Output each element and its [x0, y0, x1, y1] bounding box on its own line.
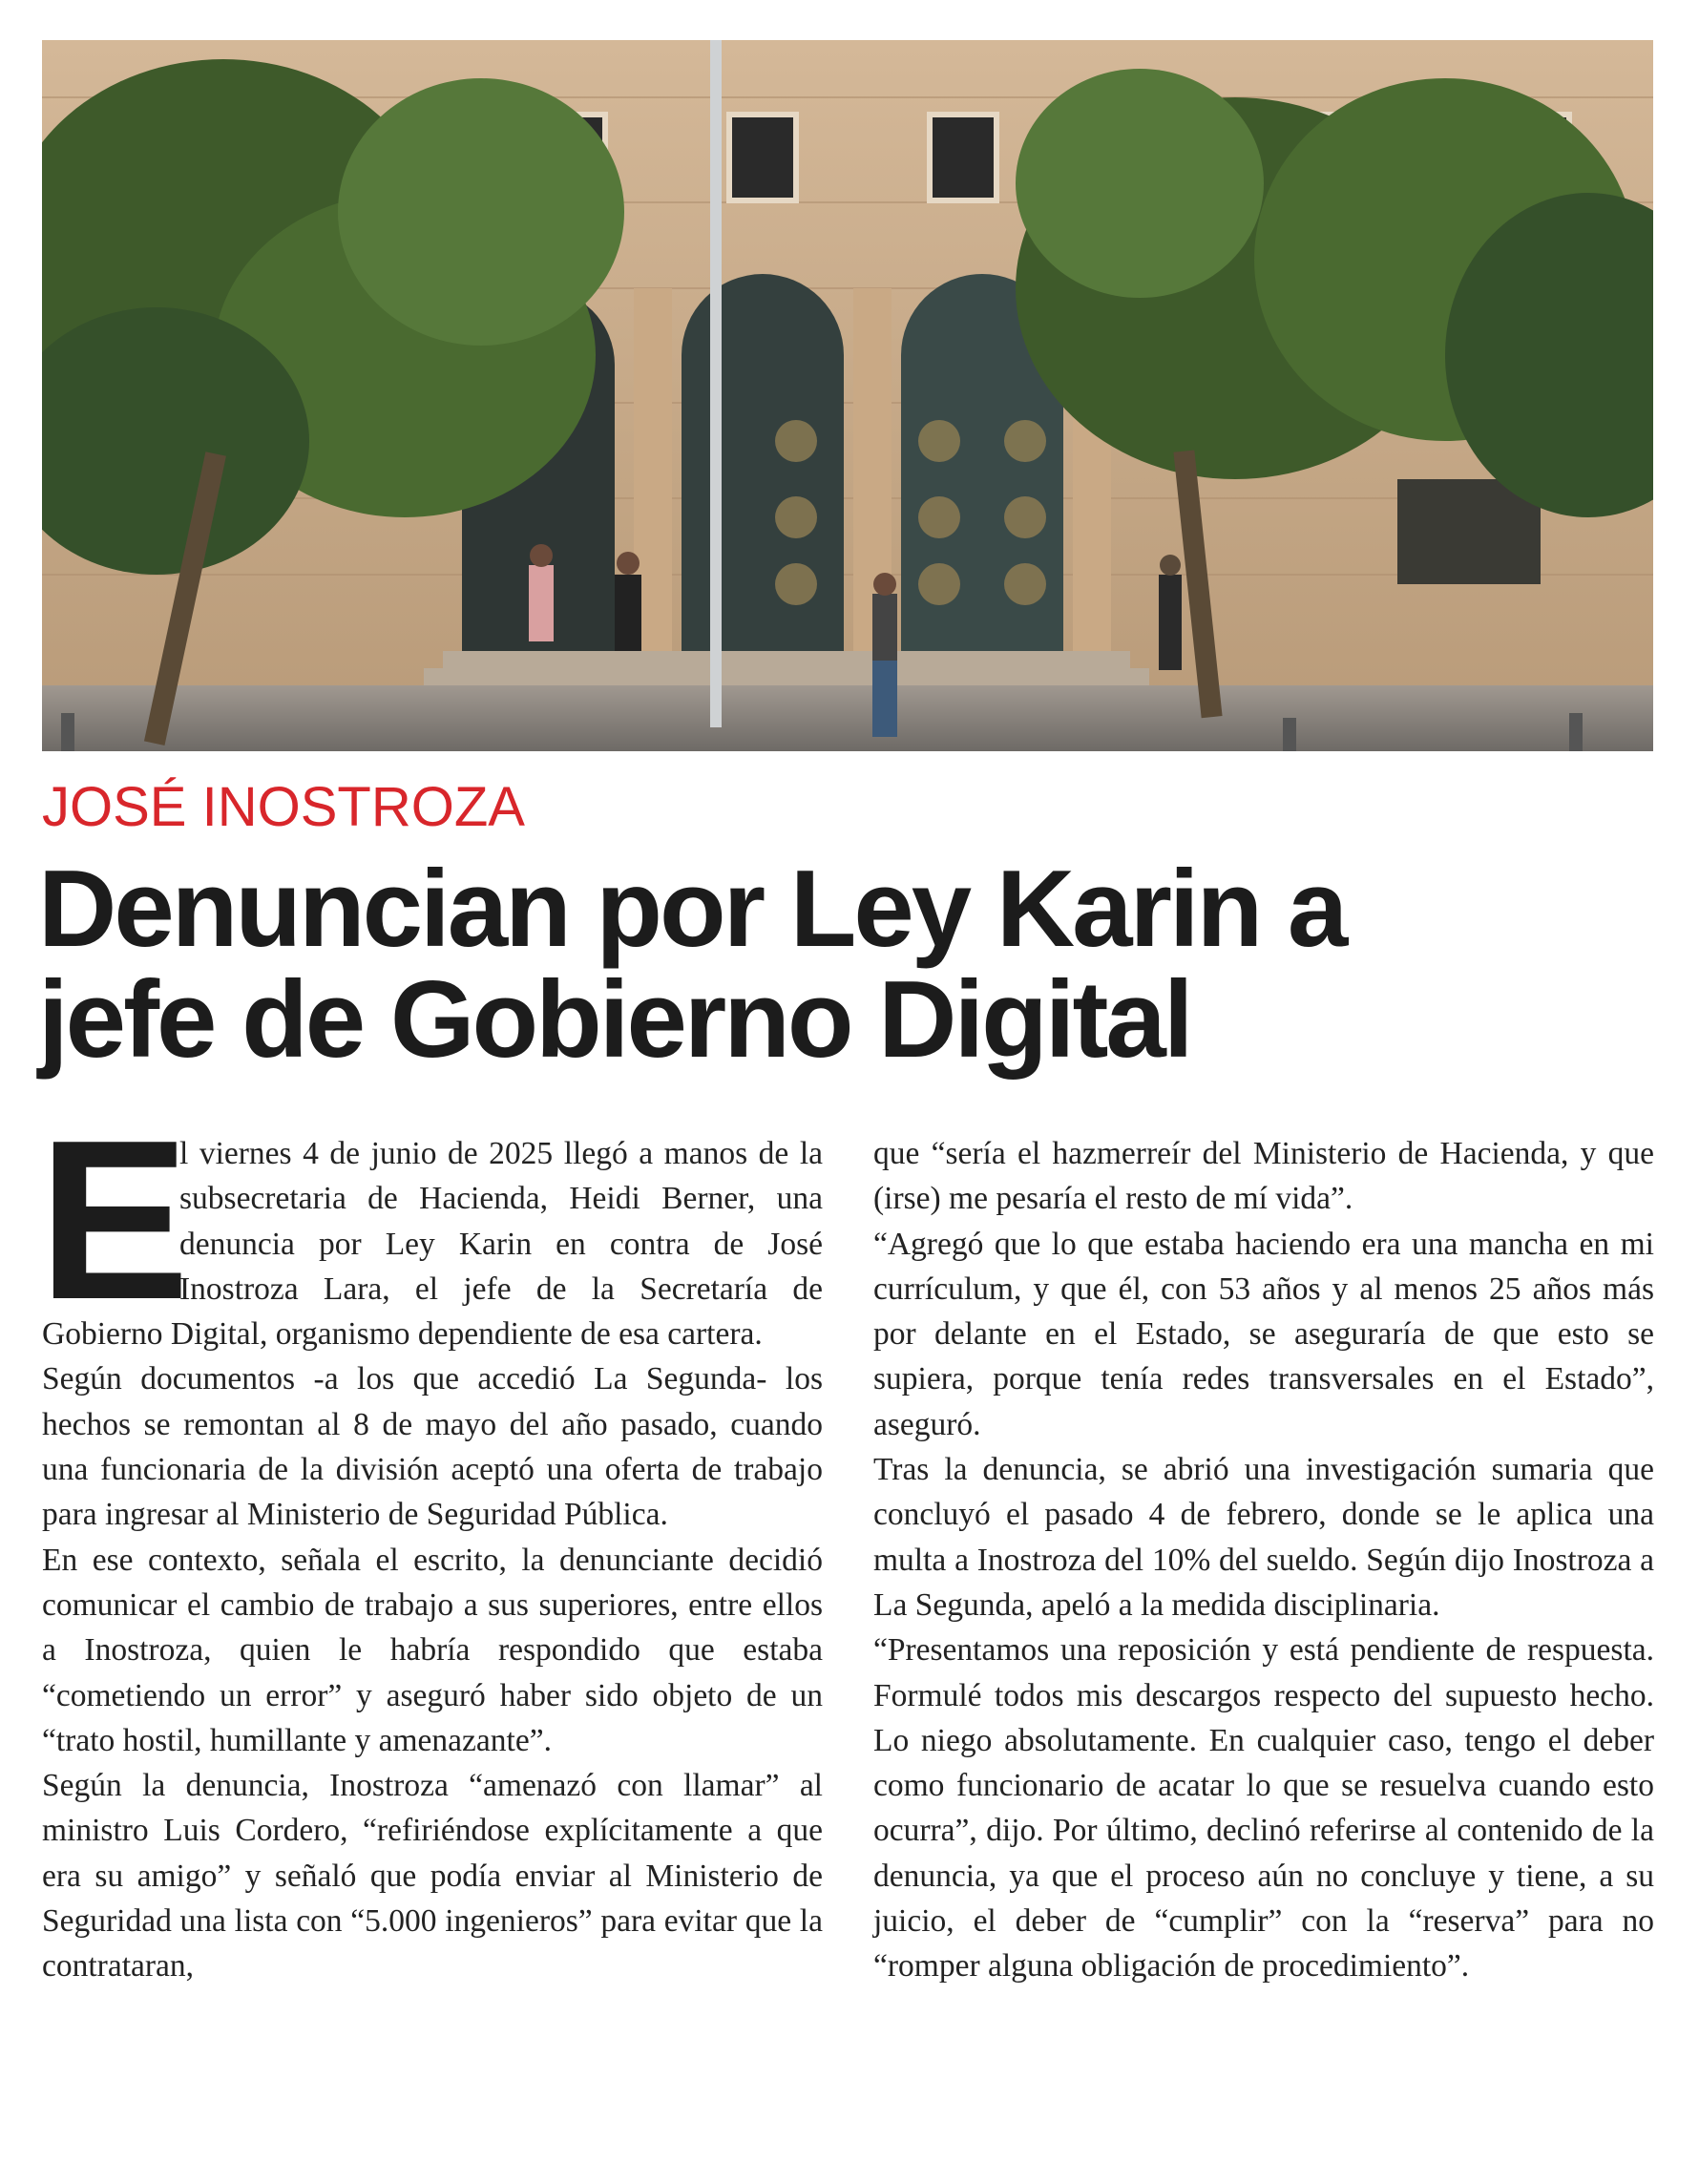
body-paragraph: En ese contexto, señala el escrito, la denunciante decidió comunicar el cambio de trabajo a sus superiores, entre ellos a Inostroza, quien le habría respondido que estaba “cometiendo un error” y aseguró haber sido objeto de un “trato hostil, humillante y amenazante”. — [42, 1542, 823, 1758]
article-headline — [38, 849, 1661, 1081]
body-paragraph: “Agregó que lo que estaba haciendo era una mancha en mi currículum, y que él, con 53 años y al menos 25 años más por delante en el Estado, se aseguraría de que esto se supiera, porque tenía redes transversales en el Estado”, aseguró. — [873, 1226, 1654, 1442]
body-paragraph: Según la denuncia, Inostroza “amenazó con llamar” al ministro Luis Cordero, “refiriéndose explícitamente a que era su amigo” y señaló que podía enviar al Ministerio de Seguridad una lista con “5.000 ingenieros” para evitar que la contrataran, — [42, 1768, 823, 1984]
article-column-right — [873, 1131, 1654, 1989]
article-photo — [42, 40, 1653, 751]
headline-line: jefe de Gobierno Digital — [38, 959, 1191, 1081]
building-facade-photo — [42, 40, 1653, 751]
article-column-left — [38, 1094, 823, 1989]
article-kicker: JOSÉ INOSTROZA — [42, 776, 525, 838]
headline-line: Denuncian por Ley Karin a — [38, 849, 1346, 970]
body-paragraph: Tras la denuncia, se abrió una investigación sumaria que concluyó el pasado 4 de febrero, donde se le aplica una multa a Inostroza del 10% del sueldo. Según dijo Inostroza a La Segunda, apeló a la medida disciplinaria. — [873, 1452, 1654, 1623]
body-paragraph: “Presentamos una reposición y está pendiente de respuesta. Formulé todos mis descargos respecto del supuesto hecho. Lo niego absolutamente. En cualquier caso, tengo el deber como funcionario de acatar lo que se resuelva cuando esto ocurra”, dijo. Por último, declinó referirse al contenido de la denuncia, ya que el proceso aún no concluye y tiene, a su juicio, el deber de “cumplir” con la “reserva” para no “romper alguna obligación de procedimiento”. — [873, 1632, 1654, 1984]
body-paragraph: Según documentos -a los que accedió La Segunda- los hechos se remontan al 8 de mayo del año pasado, cuando una funcionaria de la división aceptó una oferta de trabajo para ingresar al Ministerio de Seguridad Pública. — [42, 1361, 823, 1533]
body-paragraph: que “sería el hazmerreír del Ministerio de Hacienda, y que (irse) me pesaría el resto de mí vida”. — [873, 1136, 1654, 1217]
drop-cap: E — [38, 1094, 190, 1347]
body-paragraph: l viernes 4 de junio de 2025 llegó a manos de la subsecretaria de Hacienda, Heidi Berner, una denuncia por Ley Karin en contra de José Inostroza Lara, el jefe de la Secretaría de Gobierno Digital, organismo dependiente de esa cartera. — [42, 1136, 823, 1353]
